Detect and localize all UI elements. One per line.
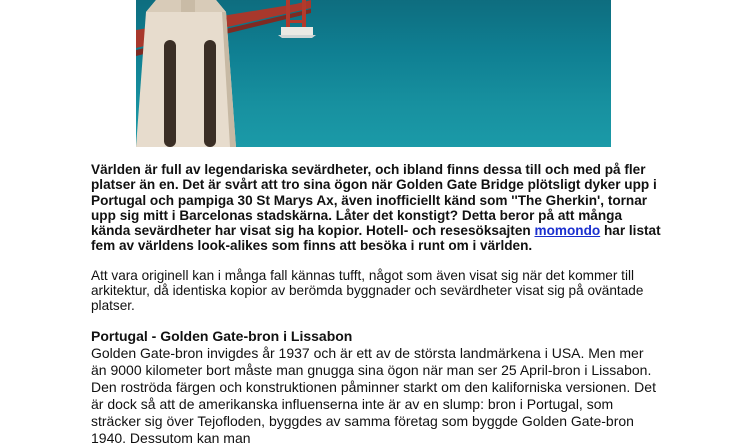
article-body bbox=[91, 162, 661, 447]
monument-pedestal bbox=[136, 0, 236, 147]
bridge-pier bbox=[281, 27, 313, 35]
bridge-tower-leg bbox=[302, 0, 306, 30]
monument-column bbox=[181, 0, 195, 12]
lead-text-2: har listat fem av världens look-alikes som finns att besöka i runt om i världen. bbox=[91, 223, 661, 254]
monument-arch bbox=[204, 40, 216, 147]
monument-arch bbox=[164, 40, 176, 147]
bridge-tower-brace bbox=[286, 20, 306, 23]
bridge-pier-base bbox=[278, 35, 316, 38]
bridge-monument-illustration bbox=[136, 0, 611, 147]
section-heading-portugal: Portugal - Golden Gate-bron i Lissabon bbox=[91, 327, 353, 344]
lead-text-1: Världen är full av legendariska sevärdheter, och ibland finns dessa till och med på fler platser än en. Det är svårt att tro sina ögon när Golden Gate Bridge plötsligt dyker upp i Portugal och pampiga 30 St Marys Ax, även inofficiellt känd som ''The Gherkin', tornar upp sig mitt i Barcelonas stadskärna. Låter det konstigt? Detta beror på att många kända sevärdheter har visat sig ha kopior. Hotell- och resesöksajten bbox=[91, 162, 657, 239]
paragraph-originality: Att vara originell kan i många fall kännas tufft, något som även visat sig när det kommer till arkitektur, då identiska kopior av berömda byggnader och sevärdheter visat sig på oväntade platser. bbox=[91, 267, 644, 314]
hero-photo bbox=[136, 0, 611, 147]
momondo-link[interactable]: momondo bbox=[534, 223, 601, 239]
paragraph-golden-gate: Golden Gate-bron invigdes år 1937 och är ett av de största landmärkena i USA. Men mer än 9000 kilometer bort måste man gnugga sina ögon när man ser 25 April-bron i Lissabon. Den roströda färgen och konstruktionen påminner starkt om den kaliforniska versionen. Det är dock så att de amerikanska influenserna inte är av en slump: bron i Portugal, som sträcker sig över Tejofloden, byggdes av samma företag som byggde Golden Gate-bron 1940. Dessutom kan man bbox=[91, 344, 656, 446]
lead-paragraph bbox=[91, 162, 661, 254]
